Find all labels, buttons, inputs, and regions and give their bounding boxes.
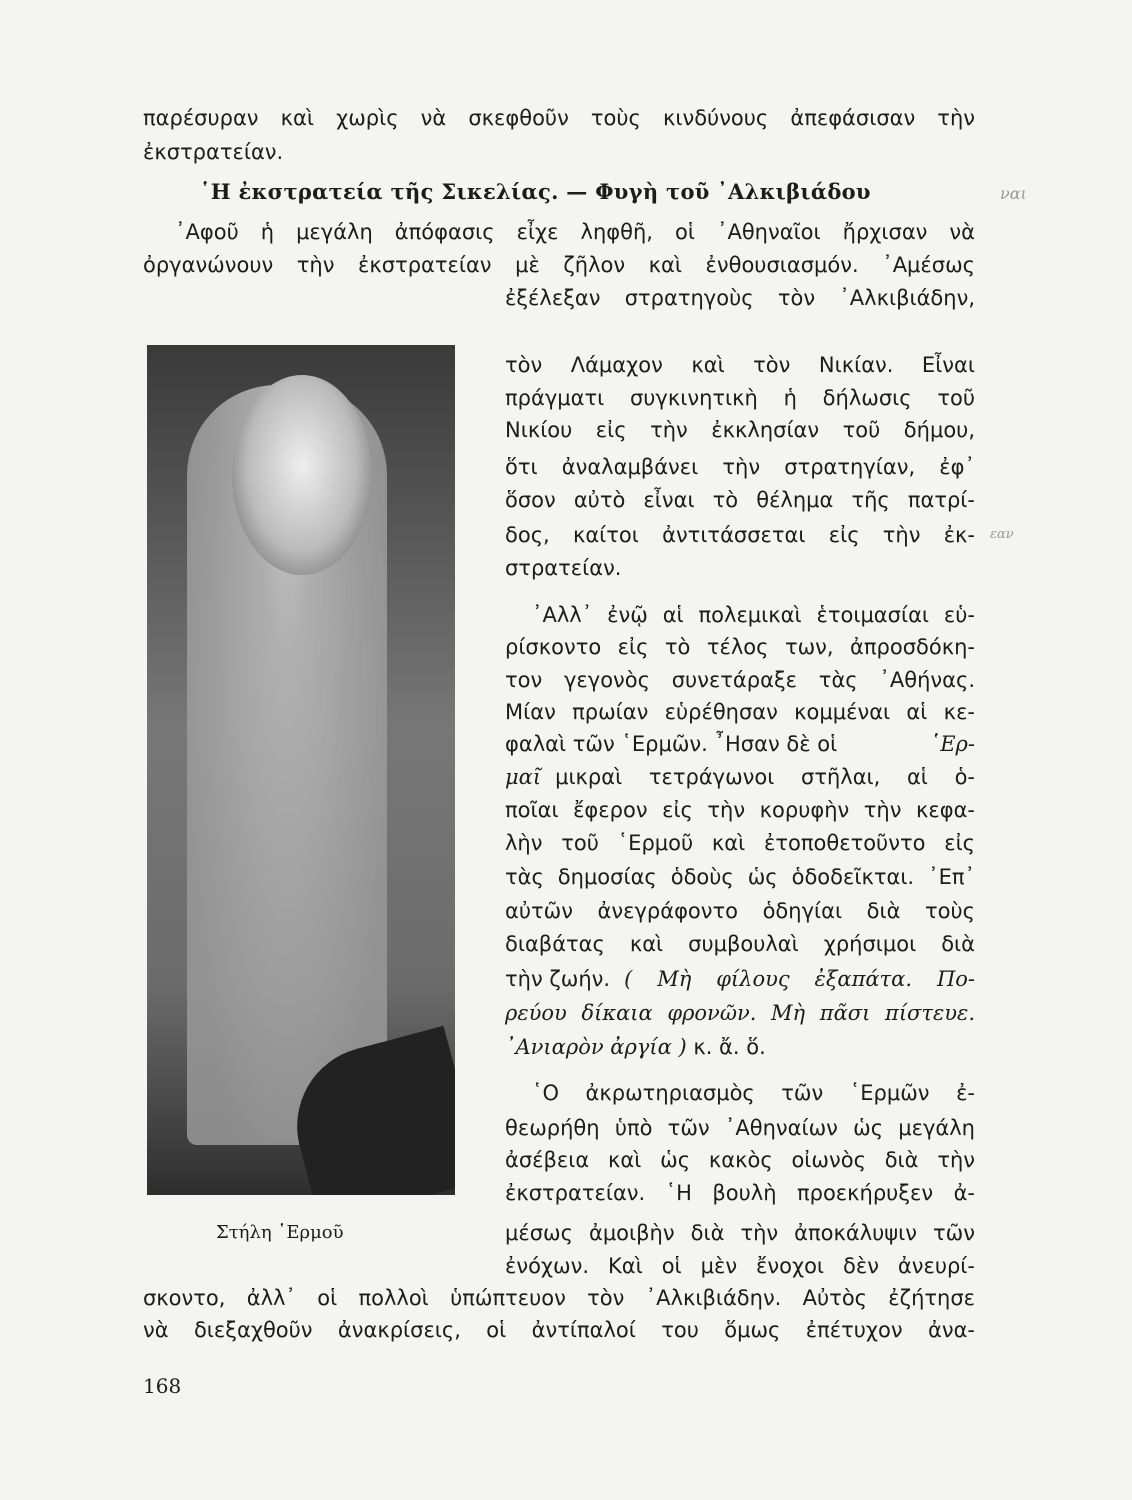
- text-line: αὐτῶν ἀνεγράφοντο ὁδηγίαι διὰ τοὺς: [505, 899, 975, 923]
- text-line: σκοντο, ἀλλ᾿ οἱ πολλοὶ ὑπώπτευον τὸν ᾿Αλκιβιάδην. Αὐτὸς ἐζήτησε: [143, 1286, 975, 1310]
- text-line: Νικίου εἰς τὴν ἐκκλησίαν τοῦ δήμου,: [505, 418, 975, 442]
- text-line: ᾿Αφοῦ ἡ μεγάλη ἀπόφασις εἶχε ληφθῆ, οἱ ᾿Αθηναῖοι ἤρχισαν νὰ: [175, 220, 975, 244]
- text-line: ποῖαι ἔφερον εἰς τὴν κορυφὴν τὴν κεφα-: [505, 798, 975, 822]
- text-span: μικραὶ τετράγωνοι στῆλαι, αἱ ὁ-: [555, 765, 975, 789]
- text-line: δος, καίτοι ἀντιτάσσεται εἰς τὴν ἐκ-: [505, 523, 975, 547]
- page-number: 168: [143, 1374, 182, 1398]
- figure-caption: Στήλη ῾Ερμοῦ: [216, 1222, 344, 1243]
- text-span: φαλαὶ τῶν ῾Ερμῶν. ῏Ησαν δὲ οἱ: [505, 732, 838, 756]
- text-line: [505, 763, 975, 791]
- italic-quote: ρεύου δίκαια φρονῶν. Μὴ πᾶσι πίστευε.: [505, 1001, 975, 1025]
- herm-stele-photo: [147, 345, 455, 1195]
- text-line: ῾Ο ἀκρωτηριασμὸς τῶν ῾Ερμῶν ἐ-: [532, 1081, 975, 1105]
- text-line: τὸν Λάμαχον καὶ τὸν Νικίαν. Εἶναι: [505, 353, 975, 377]
- italic-quote: ᾿Ανιαρὸν ἀργία ): [505, 1035, 687, 1059]
- text-line: στρατείαν.: [505, 556, 622, 580]
- herm-head: [232, 375, 372, 575]
- text-line: παρέσυραν καὶ χωρὶς νὰ σκεφθοῦν τοὺς κινδύνους ἀπεφάσισαν τὴν: [143, 106, 975, 130]
- italic-word: ῾Ερ-: [929, 732, 975, 756]
- handwritten-margin-note: ναι: [1000, 184, 1027, 203]
- italic-word: μαῖ: [505, 765, 542, 789]
- text-line: μέσως ἀμοιβὴν διὰ τὴν ἀποκάλυψιν τῶν: [505, 1221, 975, 1245]
- text-line: πράγματι συγκινητικὴ ἡ δήλωσις τοῦ: [505, 386, 975, 410]
- text-line: νὰ διεξαχθοῦν ἀνακρίσεις, οἱ ἀντίπαλοί του ὅμως ἐπέτυχον ἀνα-: [143, 1318, 975, 1342]
- text-line: ὀργανώνουν τὴν ἐκστρατείαν μὲ ζῆλον καὶ ἐνθουσιασμόν. ᾿Αμέσως: [143, 253, 975, 277]
- text-line: ἐκστρατείαν. ῾Η βουλὴ προεκήρυξεν ἀ-: [505, 1181, 975, 1205]
- text-line: [505, 730, 975, 758]
- section-heading: ῾Η ἐκστρατεία τῆς Σικελίας. — Φυγὴ τοῦ ᾿Αλκιβιάδου: [200, 179, 871, 204]
- text-line: ἐνόχων. Καὶ οἱ μὲν ἔνοχοι δὲν ἀνευρί-: [505, 1254, 975, 1278]
- text-line: [505, 965, 975, 993]
- text-line: ὅσον αὐτὸ εἶναι τὸ θέλημα τῆς πατρί-: [505, 488, 975, 512]
- text-line: ᾿Αλλ᾿ ἐνῷ αἱ πολεμικαὶ ἑτοιμασίαι εὑ-: [532, 603, 975, 627]
- italic-quote: ( Μὴ φίλους ἐξαπάτα. Πο-: [624, 967, 975, 991]
- text-line: τὰς δημοσίας ὁδοὺς ὡς ὁδοδεῖκται. ᾿Επ᾿: [505, 865, 975, 889]
- text-line: [505, 1033, 975, 1061]
- text-line: ἀσέβεια καὶ ὡς κακὸς οἰωνὸς διὰ τὴν: [505, 1148, 975, 1172]
- text-span: τὴν ζωήν.: [505, 967, 611, 991]
- text-line: Μίαν πρωίαν εὑρέθησαν κομμέναι αἱ κε-: [505, 700, 975, 724]
- text-line: ὅτι ἀναλαμβάνει τὴν στρατηγίαν, ἐφ᾿: [505, 455, 975, 479]
- handwritten-inline-note: εαν: [990, 527, 1014, 542]
- text-line: τον γεγονὸς συνετάραξε τὰς ᾿Αθήνας.: [505, 668, 975, 692]
- text-line: διαβάτας καὶ συμβουλαὶ χρήσιμοι διὰ: [505, 932, 975, 956]
- text-line: λὴν τοῦ ῾Ερμοῦ καὶ ἐτοποθετοῦντο εἰς: [505, 831, 975, 855]
- text-line: θεωρήθη ὑπὸ τῶν ᾿Αθηναίων ὡς μεγάλη: [505, 1116, 975, 1140]
- text-line: ἐκστρατείαν.: [143, 140, 284, 164]
- text-line: ρίσκοντο εἰς τὸ τέλος των, ἀπροσδόκη-: [505, 635, 975, 659]
- text-line: ἐξέλεξαν στρατηγοὺς τὸν ᾿Αλκιβιάδην,: [505, 286, 975, 310]
- text-span: κ. ἄ. ὅ.: [693, 1035, 766, 1059]
